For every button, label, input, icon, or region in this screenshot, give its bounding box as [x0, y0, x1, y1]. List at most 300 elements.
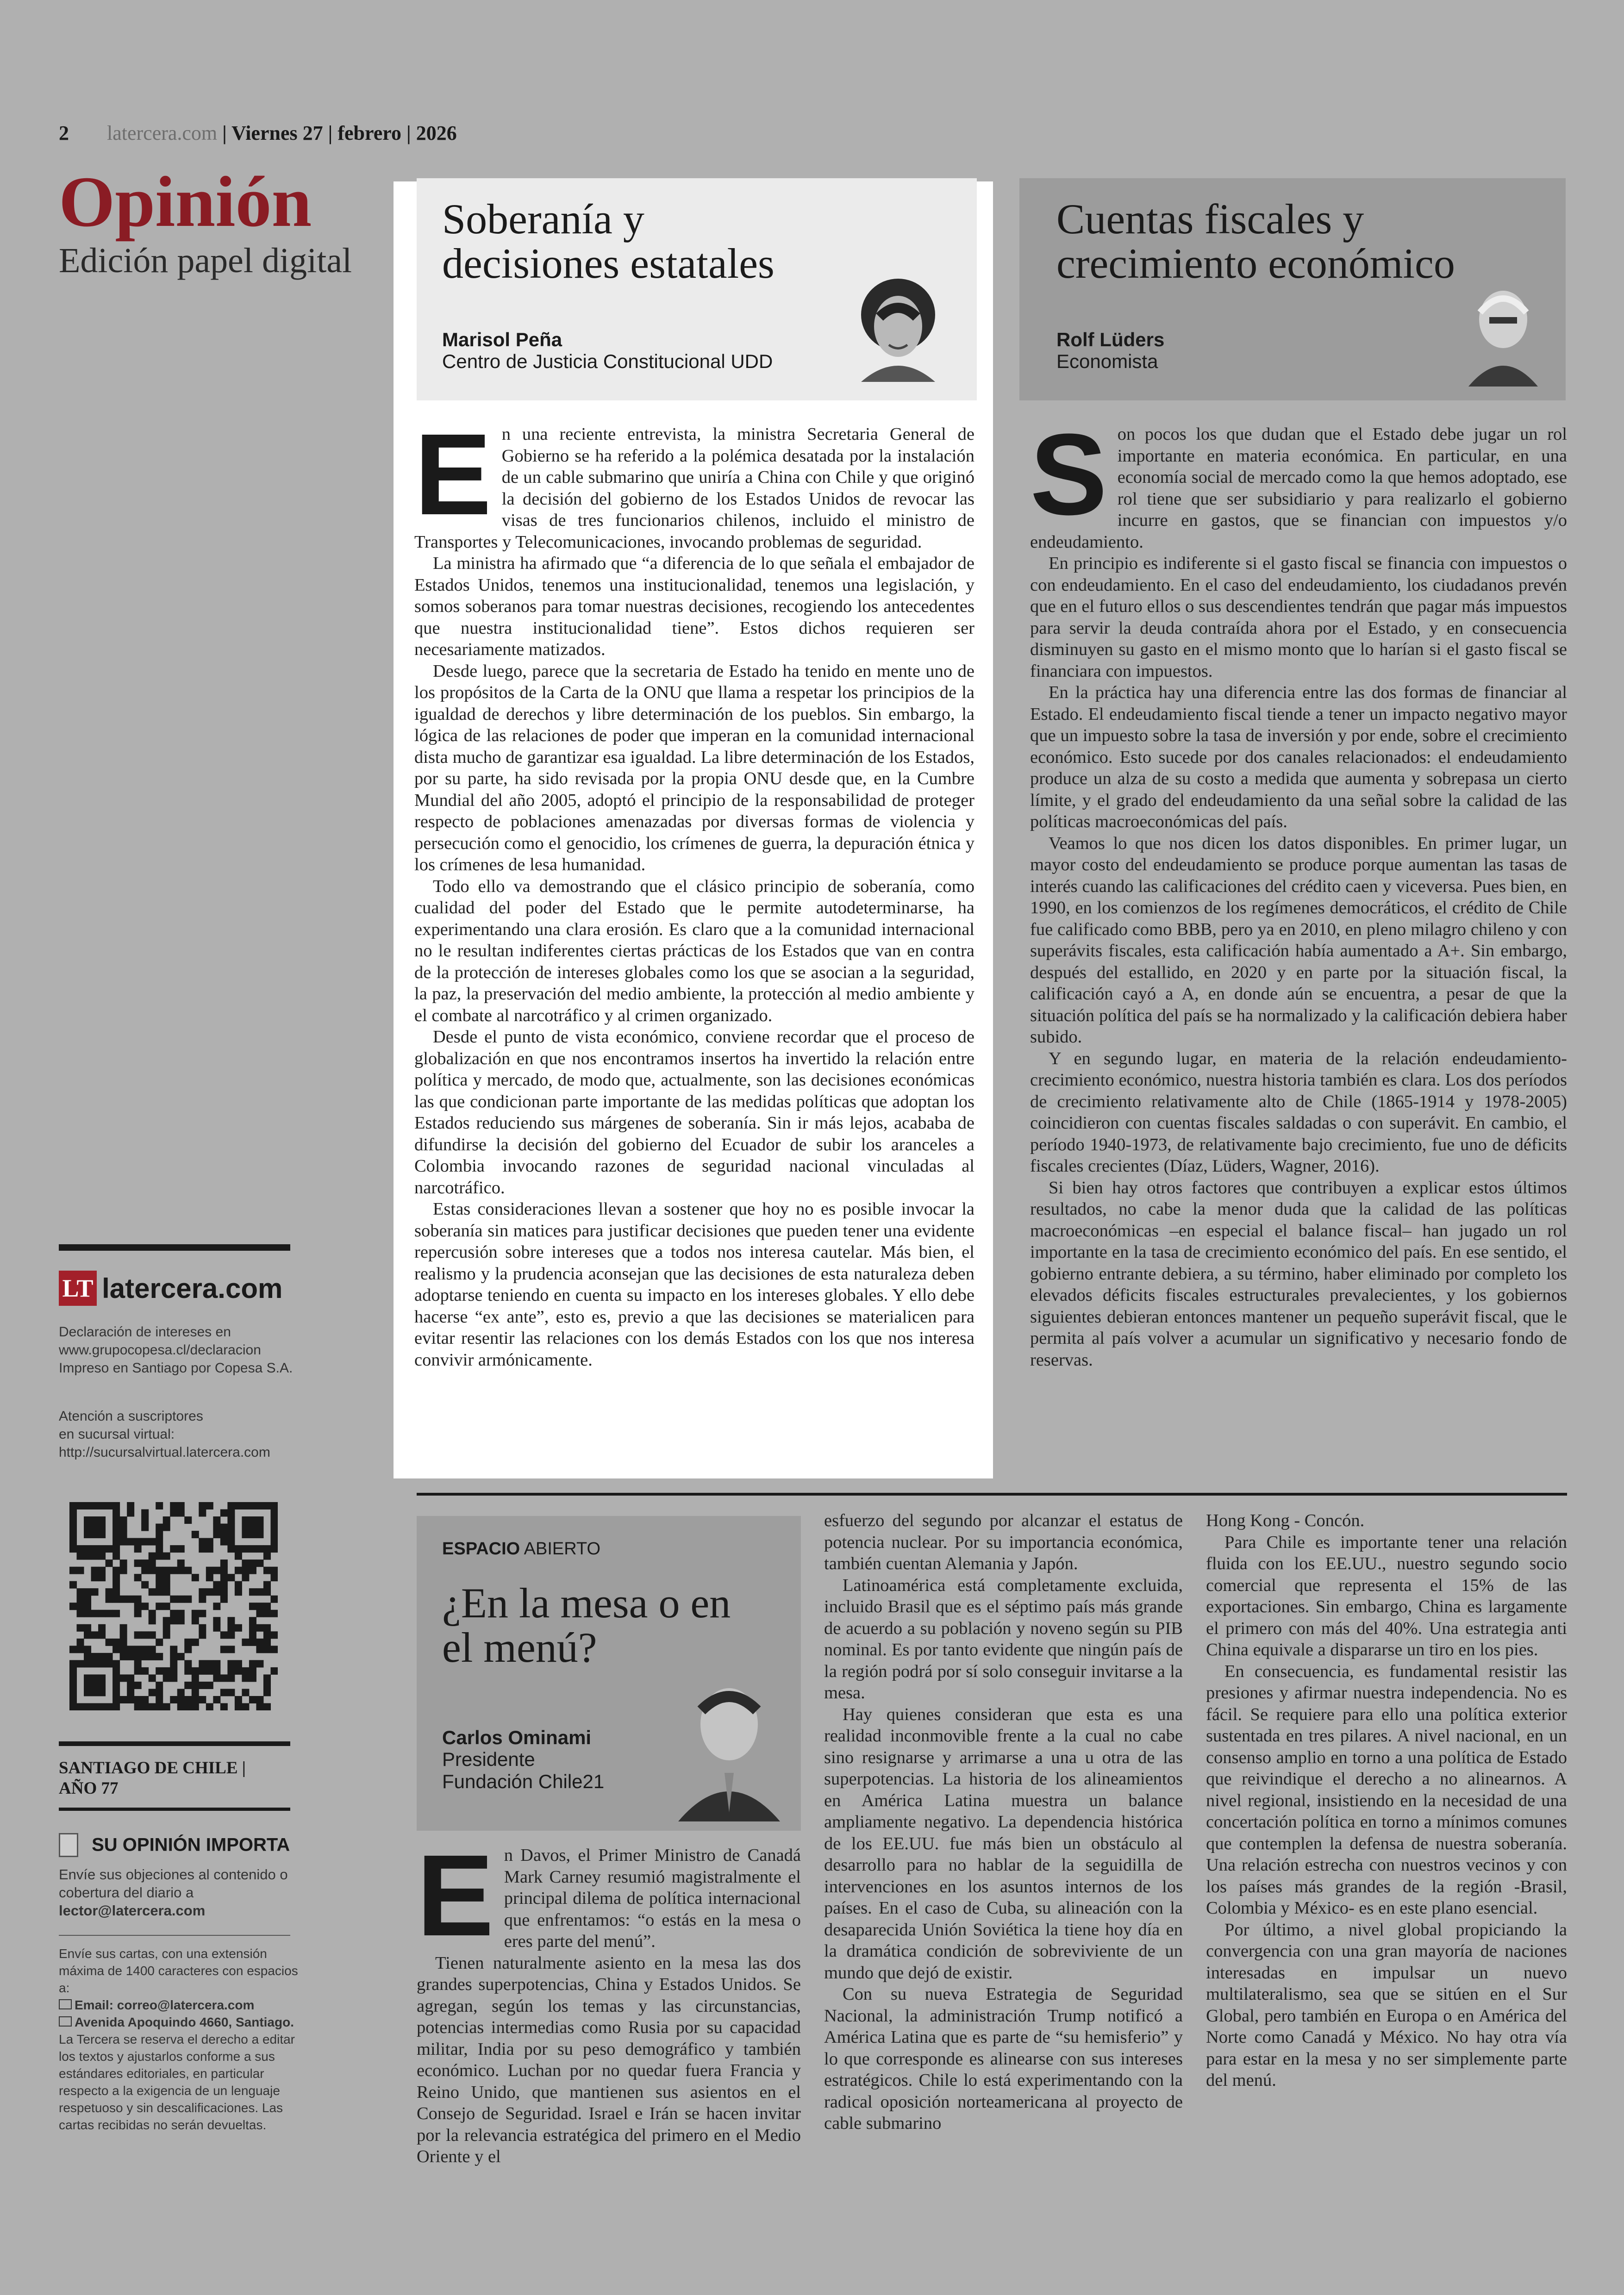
qr-module [163, 1574, 170, 1581]
qr-module [170, 1567, 177, 1574]
qr-module [134, 1667, 142, 1675]
author-role-line-2: Fundación Chile21 [442, 1771, 605, 1792]
article-mesa-col2 [824, 1510, 1183, 2134]
qr-module [141, 1524, 149, 1531]
qr-module [249, 1567, 256, 1574]
address-label: Avenida Apoquindo 4660, Santiago. [75, 2015, 294, 2029]
qr-module [112, 1545, 120, 1553]
qr-module [98, 1553, 106, 1560]
qr-module [77, 1639, 84, 1646]
qr-module [84, 1674, 91, 1682]
qr-module [120, 1538, 127, 1546]
qr-module [270, 1516, 278, 1524]
author-portrait [1464, 285, 1543, 387]
qr-module [270, 1567, 278, 1574]
qr-module [163, 1581, 170, 1589]
qr-module [120, 1624, 127, 1632]
qr-module [206, 1588, 213, 1596]
qr-module [98, 1682, 106, 1689]
qr-module [170, 1667, 177, 1675]
qr-module [127, 1509, 134, 1517]
qr-module [163, 1667, 170, 1675]
logo-mark: LT [59, 1271, 97, 1306]
qr-module [227, 1538, 235, 1546]
qr-module [256, 1624, 263, 1632]
qr-module [112, 1531, 120, 1538]
qr-module [220, 1524, 228, 1531]
qr-module [227, 1617, 235, 1624]
article-cuentas-title [1056, 197, 1455, 286]
qr-module [220, 1674, 228, 1682]
qr-module [184, 1639, 192, 1646]
qr-module [270, 1574, 278, 1581]
qr-module [149, 1559, 156, 1567]
qr-module [127, 1646, 134, 1653]
qr-module [127, 1653, 134, 1660]
qr-module [69, 1524, 77, 1531]
qr-module [120, 1596, 127, 1603]
qr-module [127, 1596, 134, 1603]
qr-module [156, 1581, 163, 1589]
qr-module [227, 1516, 235, 1524]
qr-module [156, 1696, 163, 1703]
qr-module [141, 1538, 149, 1546]
qr-module [177, 1559, 185, 1567]
qr-module [213, 1588, 220, 1596]
qr-module [127, 1674, 134, 1682]
qr-module [220, 1581, 228, 1589]
qr-module [199, 1624, 206, 1632]
qr-module [263, 1639, 271, 1646]
qr-module [127, 1689, 134, 1696]
qr-module [91, 1674, 99, 1682]
qr-module [112, 1538, 120, 1546]
qr-module [184, 1703, 192, 1710]
qr-module [227, 1531, 235, 1538]
author-role [442, 1748, 604, 1793]
qr-module [213, 1603, 220, 1610]
qr-module [249, 1588, 256, 1596]
mail-icon [59, 2016, 72, 2027]
qr-module [256, 1660, 263, 1667]
qr-module [98, 1689, 106, 1696]
qr-module [120, 1674, 127, 1682]
qr-module [263, 1682, 271, 1689]
qr-module [192, 1703, 199, 1710]
qr-module [112, 1567, 120, 1574]
qr-module [192, 1689, 199, 1696]
qr-module [156, 1574, 163, 1581]
qr-module [112, 1674, 120, 1682]
qr-module [134, 1545, 142, 1553]
qr-module [156, 1524, 163, 1531]
qr-module [134, 1646, 142, 1653]
qr-module [84, 1524, 91, 1531]
title-line-1: Cuentas fiscales y [1056, 195, 1364, 243]
qr-module [91, 1531, 99, 1538]
qr-module [69, 1567, 77, 1574]
qr-module [256, 1524, 263, 1531]
qr-module [77, 1502, 84, 1509]
qr-module [270, 1502, 278, 1509]
qr-module [141, 1567, 149, 1574]
qr-module [249, 1617, 256, 1624]
qr-module [242, 1524, 249, 1531]
qr-module [270, 1538, 278, 1546]
qr-module [69, 1581, 77, 1589]
qr-module [213, 1581, 220, 1589]
qr-module [91, 1653, 99, 1660]
qr-module [91, 1553, 99, 1560]
qr-module [84, 1689, 91, 1696]
qr-module [235, 1502, 242, 1509]
qr-module [156, 1545, 163, 1553]
qr-module [192, 1674, 199, 1682]
qr-module [156, 1553, 163, 1560]
qr-module [84, 1610, 91, 1617]
qr-module [127, 1696, 134, 1703]
paragraph: Tienen naturalmente asiento en la mesa las dos grandes superpotencias, China y Estados Unidos. Se agregan, según los temas y las circunstancias, potencias intermedias como Rusia por su capacidad militar, India por su peso demográfico y también económico. Luchan por no quedar fuera Francia y Reino Unido, que mantienen sus asientos en el Consejo de Seguridad. Israel e Irán se hacen invitar por la relevancia estratégica del primero en el Medio Oriente y el [417, 1953, 801, 2166]
qr-module [227, 1624, 235, 1632]
kicker-bold: ESPACIO [442, 1539, 520, 1559]
qr-module [192, 1617, 199, 1624]
qr-module [134, 1682, 142, 1689]
paragraph: n una reciente entrevista, la ministra Secretaria General de Gobierno se ha referido a la polémica desatada por la instalación de un cable submarino que uniría a China con Chile y que originó la decisión del gobierno de los Estados Unidos de revocar las visas de tres funcionarios chilenos, incluido el ministro de Transportes y Telecomunicaciones, invocando problemas de seguridad. [414, 424, 974, 552]
qr-module [263, 1631, 271, 1639]
title-line-1: ¿En la mesa o en [442, 1579, 731, 1627]
article-mesa-col1 [417, 1831, 801, 2168]
qr-module [206, 1574, 213, 1581]
qr-module [256, 1639, 263, 1646]
qr-module [156, 1703, 163, 1710]
cartas-text: Envíe sus cartas, con una extensión máxima de 1400 caracteres con espacios a: [59, 1946, 298, 1995]
qr-module [69, 1682, 77, 1689]
dropcap: S [1030, 410, 1107, 539]
qr-module [199, 1596, 206, 1603]
qr-module [112, 1581, 120, 1589]
date-month: febrero [337, 122, 401, 144]
qr-module [163, 1617, 170, 1624]
qr-module [98, 1567, 106, 1574]
qr-module [242, 1516, 249, 1524]
qr-module [242, 1574, 249, 1581]
qr-module [91, 1502, 99, 1509]
author-name: Marisol Peña [442, 329, 562, 350]
qr-module [256, 1531, 263, 1538]
qr-code-image [69, 1502, 278, 1710]
qr-module [120, 1516, 127, 1524]
paragraph: Estas consideraciones llevan a sostener que hoy no es posible invocar la soberanía sin matices para justificar decisiones que pueden tener una evidente repercusión sobre intereses que a todos nos interesa cautelar. Más bien, el realismo y la prudencia aconsejan que las decisiones de esta naturaleza deben adoptarse teniendo en cuenta su impacto en los intereses globales. Y ello debe hacerse “ex ante”, esto es, previo a que las decisiones se materialicen para evitar resentir las relaciones con los demás Estados con los que nos interesa convivir armónicamente. [414, 1199, 974, 1370]
qr-module [141, 1653, 149, 1660]
qr-module [213, 1516, 220, 1524]
qr-module [112, 1682, 120, 1689]
qr-module [235, 1581, 242, 1589]
qr-module [141, 1667, 149, 1675]
paragraph: Con su nueva Estrategia de Seguridad Nacional, la administración Trump notificó a América Latina que es parte de “su hemisferio” y lo que corresponde es alinearse con sus intereses estratégicos. Chile lo está experimentando con la radical oposición norteamericana al proyecto de cable submarino [824, 1984, 1183, 2133]
qr-module [149, 1653, 156, 1660]
qr-module [270, 1596, 278, 1603]
qr-module [256, 1646, 263, 1653]
qr-module [141, 1631, 149, 1639]
qr-module [206, 1703, 213, 1710]
qr-module [106, 1660, 113, 1667]
qr-module [184, 1516, 192, 1524]
qr-module [249, 1603, 256, 1610]
qr-module [235, 1696, 242, 1703]
declaracion-text: Declaración de intereses en www.grupocopesa.cl/declaracion Impreso en Santiago por Copesa S.A. [59, 1324, 293, 1376]
qr-module [192, 1610, 199, 1617]
qr-module [84, 1502, 91, 1509]
qr-module [69, 1531, 77, 1538]
qr-module [127, 1538, 134, 1546]
qr-module [149, 1646, 156, 1653]
qr-module [149, 1689, 156, 1696]
qr-module [163, 1674, 170, 1682]
qr-module [256, 1559, 263, 1567]
qr-module [112, 1502, 120, 1509]
qr-module [220, 1646, 228, 1653]
paragraph: Por último, a nivel global propiciando la convergencia con una gran mayoría de naciones interesadas en impulsar un nuevo multilateralismo, sea que se sitúen en el Sur Global, pero también en Europa o en América del Norte como Canadá y México. No hay otra vía para estar en la mesa y no ser simplemente parte del menú. [1206, 1920, 1567, 2090]
qr-module [156, 1667, 163, 1675]
qr-module [192, 1667, 199, 1675]
qr-module [77, 1553, 84, 1560]
qr-module [249, 1545, 256, 1553]
sidebar-logo[interactable] [59, 1271, 282, 1306]
paragraph: Veamos lo que nos dicen los datos disponibles. En primer lugar, un mayor costo del endeudamiento se produce porque aumentan las tasas de interés cuando las calificaciones del crédito caen y viceversa. Pues bien, en 1990, en los comienzos de los regímenes democráticos, el crédito de Chile fue calificado como BBB, pero ya en 2010, en pleno milagro chileno y con superávits fiscales, esta calificación había aumentado a A+. Sin embargo, después del estallido, en 2020 y en parte por la situación fiscal, la calificación cayó a A, en donde aún se encuentra, a pesar de que la situación política del país se ha normalizado y la calificación debiera haber subido. [1030, 833, 1567, 1047]
qr-module [263, 1502, 271, 1509]
qr-module [256, 1610, 263, 1617]
qr-module [199, 1545, 206, 1553]
qr-module [134, 1603, 142, 1610]
qr-module [192, 1574, 199, 1581]
qr-module [98, 1703, 106, 1710]
qr-module [106, 1545, 113, 1553]
qr-module [141, 1509, 149, 1517]
qr-module [156, 1531, 163, 1538]
author-name: Carlos Ominami [442, 1727, 592, 1748]
qr-module [263, 1545, 271, 1553]
qr-module [112, 1588, 120, 1596]
qr-module [249, 1674, 256, 1682]
qr-module [69, 1689, 77, 1696]
qr-module [242, 1567, 249, 1574]
qr-module [227, 1509, 235, 1517]
qr-module [249, 1559, 256, 1567]
paragraph: Si bien hay otros factores que contribuyen a explicar estos últimos resultados, no cabe la menor duda que la calidad de las políticas macroeconómicas –en especial el balance fiscal– han jugado un rol importante en la tasa de crecimiento económico del país. En ese sentido, el gobierno entrante debiera, a su término, haber eliminado por completo los elevados déficits fiscales estructurales prevalecientes, y los gobiernos siguientes debieran entonces mantener un pequeño superávit fiscal, que le permita al país volver a acumular un significativo y necesario fondo de reservas. [1030, 1178, 1567, 1370]
qr-module [91, 1567, 99, 1574]
qr-module [220, 1574, 228, 1581]
qr-module [106, 1588, 113, 1596]
qr-module [256, 1502, 263, 1509]
qr-module [270, 1667, 278, 1675]
qr-module [199, 1682, 206, 1689]
qr-module [177, 1703, 185, 1710]
qr-module [220, 1703, 228, 1710]
qr-module [120, 1696, 127, 1703]
qr-module [91, 1610, 99, 1617]
qr-module [177, 1689, 185, 1696]
qr-module [69, 1696, 77, 1703]
qr-module [77, 1646, 84, 1653]
qr-module [106, 1559, 113, 1567]
qr-module [249, 1660, 256, 1667]
qr-module [134, 1631, 142, 1639]
envie-text: Envíe sus objeciones al contenido o cobertura del diario a [59, 1866, 288, 1901]
sidebar-rule [59, 1244, 290, 1251]
qr-module [170, 1653, 177, 1660]
qr-module [163, 1567, 170, 1574]
qr-module [199, 1502, 206, 1509]
qr-module [127, 1502, 134, 1509]
article-cuentas-body [1030, 410, 1567, 1371]
paragraph: Todo ello va demostrando que el clásico principio de soberanía, como cualidad del poder del Estado que le permite autodeterminarse, ha experimentando una clara erosión. Es claro que a la comunidad internacional no le resultan indiferentes ciertas prácticas de los Estados que van en contra de la protección de intereses globales como los que se asocian a la seguridad, la paz, la preservación del medio ambiente, la protección al medio ambiente y el combate al narcotráfico y al crimen organizado. [414, 876, 974, 1025]
qr-module [242, 1531, 249, 1538]
qr-module [177, 1502, 185, 1509]
qr-module [256, 1696, 263, 1703]
paragraph: Desde luego, parece que la secretaria de Estado ha tenido en mente uno de los propósitos de la Carta de la ONU que llama a respetar los principios de la igualdad de derechos y libre determinación de los pueblos. Sin embargo, la lógica de las relaciones de poder que imperan en la comunidad internacional dista mucho de garantizar esa igualdad. La libre determinación de los Estados, por su parte, ha sido revisada por la propia ONU desde que, en la Cumbre Mundial del año 2005, adoptó el principio de la responsabilidad de proteger respecto de poblaciones amenazadas por diversas formas de violencia y persecución como el genocidio, los crímenes de guerra, la depuración étnica y los crímenes de lesa humanidad. [414, 661, 974, 874]
qr-module [69, 1545, 77, 1553]
qr-module [84, 1646, 91, 1653]
qr-module [199, 1538, 206, 1546]
atencion-line-2: en sucursal virtual: [59, 1427, 175, 1442]
qr-module [263, 1610, 271, 1617]
qr-module [141, 1516, 149, 1524]
atencion-url[interactable]: http://sucursalvirtual.latercera.com [59, 1445, 270, 1460]
qr-module [91, 1682, 99, 1689]
qr-module [170, 1502, 177, 1509]
qr-module [270, 1509, 278, 1517]
qr-module [242, 1667, 249, 1675]
qr-module [220, 1631, 228, 1639]
qr-module [177, 1545, 185, 1553]
qr-module [263, 1703, 271, 1710]
qr-module [149, 1631, 156, 1639]
qr-module [120, 1567, 127, 1574]
qr-module [91, 1631, 99, 1639]
qr-module [156, 1538, 163, 1546]
qr-module [177, 1653, 185, 1660]
qr-module [270, 1631, 278, 1639]
qr-code[interactable] [69, 1502, 278, 1710]
dropcap: E [414, 410, 492, 539]
qr-module [84, 1682, 91, 1689]
qr-module [77, 1610, 84, 1617]
sidebar-thin-rule [59, 1935, 290, 1936]
qr-module [127, 1682, 134, 1689]
qr-module [120, 1559, 127, 1567]
author-role-line-1: Presidente [442, 1748, 535, 1770]
qr-module [163, 1553, 170, 1560]
qr-module [112, 1574, 120, 1581]
qr-module [213, 1696, 220, 1703]
qr-module [177, 1567, 185, 1574]
qr-module [249, 1631, 256, 1639]
qr-module [249, 1516, 256, 1524]
qr-module [98, 1574, 106, 1581]
qr-module [206, 1538, 213, 1546]
qr-module [163, 1516, 170, 1524]
qr-module [98, 1624, 106, 1632]
qr-module [177, 1610, 185, 1617]
qr-module [98, 1653, 106, 1660]
qr-module [220, 1559, 228, 1567]
qr-module [112, 1696, 120, 1703]
kicker-rest: ABIERTO [520, 1539, 601, 1559]
email-label[interactable]: Email: correo@latercera.com [75, 1998, 255, 2012]
qr-module [98, 1531, 106, 1538]
qr-module [227, 1631, 235, 1639]
qr-module [192, 1682, 199, 1689]
qr-module [163, 1588, 170, 1596]
qr-module [98, 1545, 106, 1553]
qr-module [84, 1531, 91, 1538]
qr-module [227, 1660, 235, 1667]
article-soberania-body [414, 410, 974, 1371]
qr-module [84, 1631, 91, 1639]
qr-module [235, 1588, 242, 1596]
sidebar-rule-2 [59, 1741, 290, 1746]
qr-module [263, 1588, 271, 1596]
site-name[interactable]: latercera.com [107, 122, 218, 144]
qr-module [120, 1646, 127, 1653]
qr-module [227, 1545, 235, 1553]
city-name: SANTIAGO DE CHILE | [59, 1759, 246, 1777]
qr-module [256, 1545, 263, 1553]
qr-module [134, 1574, 142, 1581]
paragraph: on pocos los que dudan que el Estado debe jugar un rol importante en materia económica. En particular, en una economía social de mercado como la que hemos adoptado, ese rol tiene que ser subsidiario y para realizarlo el gobierno incurre en gastos, que se financian con impuestos y/o endeudamiento. [1030, 424, 1567, 552]
qr-module [149, 1588, 156, 1596]
qr-module [249, 1667, 256, 1675]
qr-module [149, 1538, 156, 1546]
qr-module [149, 1610, 156, 1617]
qr-module [163, 1631, 170, 1639]
qr-module [213, 1617, 220, 1624]
qr-module [249, 1531, 256, 1538]
qr-module [170, 1696, 177, 1703]
qr-module [84, 1660, 91, 1667]
qr-module [263, 1581, 271, 1589]
su-opinion-label: SU OPINIÓN IMPORTA [92, 1834, 290, 1855]
qr-module [270, 1524, 278, 1531]
qr-module [227, 1502, 235, 1509]
article-mesa-title [442, 1581, 731, 1670]
qr-module [170, 1596, 177, 1603]
qr-module [91, 1545, 99, 1553]
title-line-2: decisiones estatales [442, 240, 775, 287]
qr-module [84, 1588, 91, 1596]
qr-module [177, 1596, 185, 1603]
qr-module [177, 1509, 185, 1517]
lector-email[interactable]: lector@latercera.com [59, 1902, 206, 1919]
document-icon [59, 1833, 78, 1857]
qr-module [84, 1596, 91, 1603]
qr-module [112, 1703, 120, 1710]
qr-module [84, 1703, 91, 1710]
qr-module [242, 1502, 249, 1509]
qr-module [249, 1524, 256, 1531]
qr-module [220, 1567, 228, 1574]
qr-module [242, 1545, 249, 1553]
qr-module [213, 1524, 220, 1531]
qr-module [77, 1567, 84, 1574]
qr-module [213, 1674, 220, 1682]
qr-module [149, 1567, 156, 1574]
paragraph: Hong Kong - Concón. [1206, 1511, 1365, 1530]
qr-module [213, 1667, 220, 1675]
qr-module [84, 1553, 91, 1560]
qr-module [170, 1617, 177, 1624]
page-number: 2 [59, 122, 69, 144]
